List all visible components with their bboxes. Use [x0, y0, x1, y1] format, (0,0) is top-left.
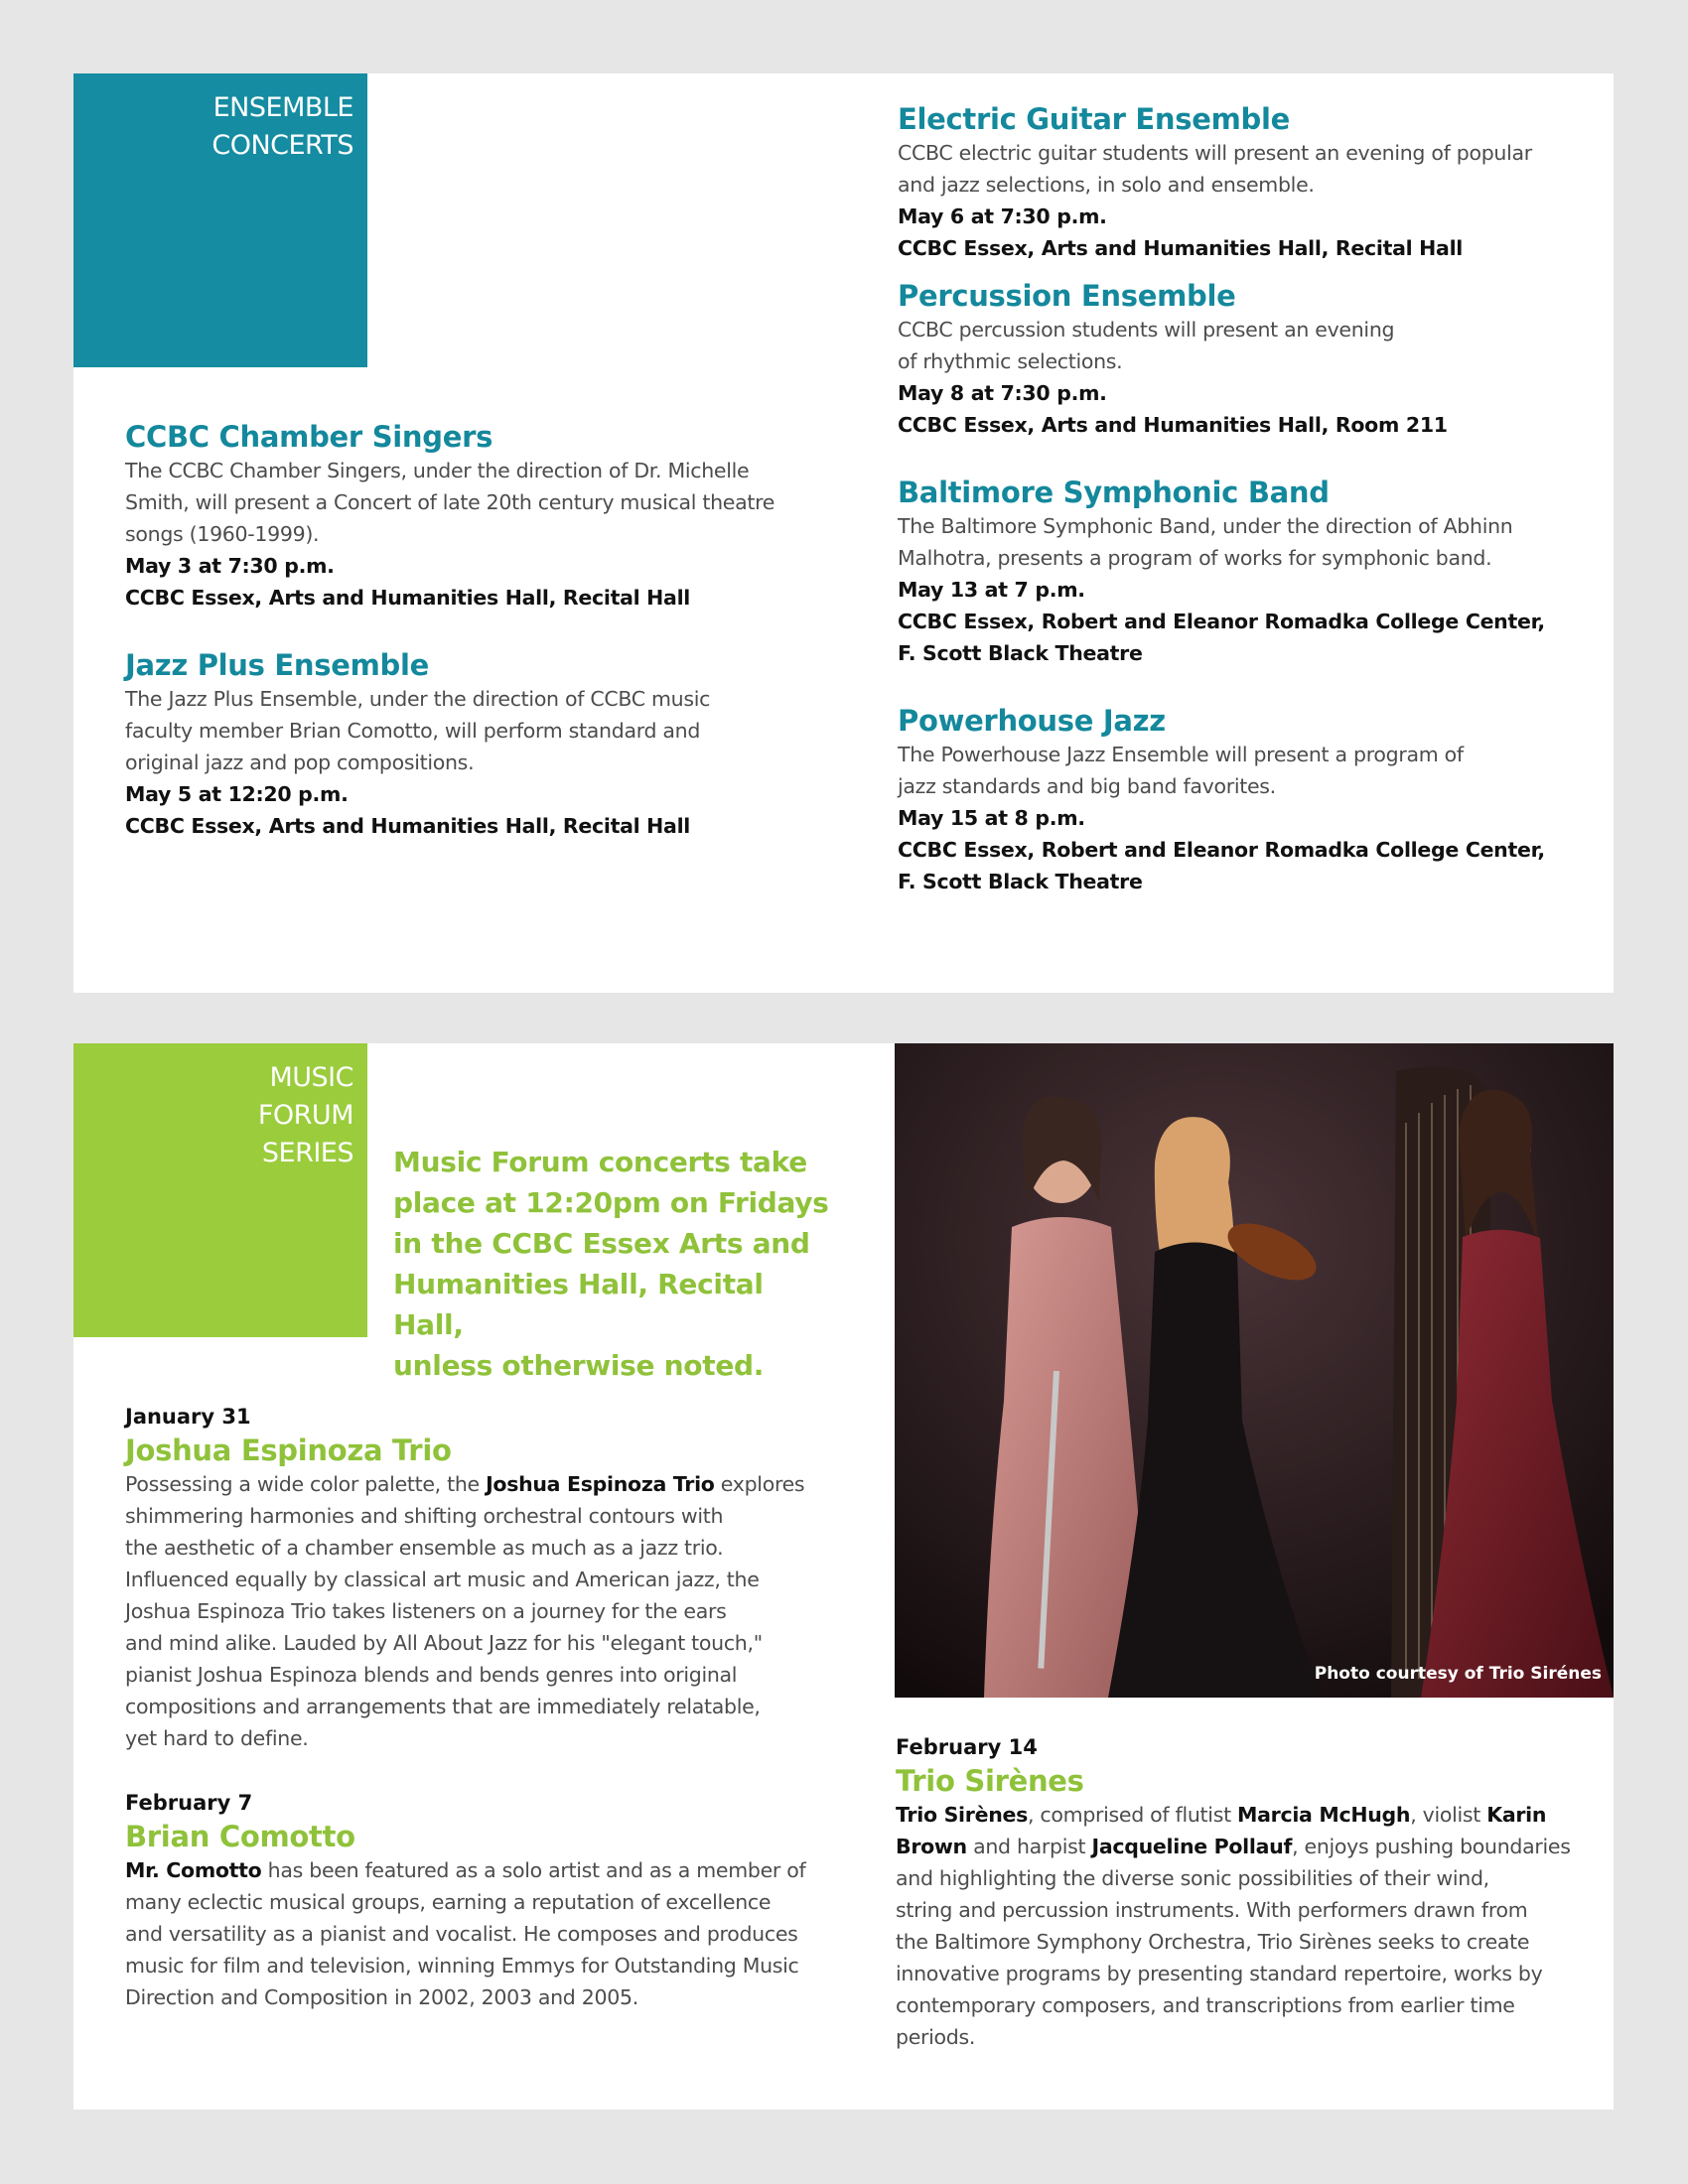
event-location: CCBC Essex, Robert and Eleanor Romadka College Center,: [898, 838, 1545, 862]
event-location: F. Scott Black Theatre: [898, 641, 1143, 665]
event-description-line: Smith, will present a Concert of late 20th century musical theatre: [125, 490, 775, 514]
text-run: many eclectic musical groups, earning a reputation of excellence: [125, 1890, 772, 1914]
event-description-line: [896, 1862, 1591, 1894]
event-description-line: and jazz selections, in solo and ensemble.: [898, 173, 1315, 197]
text-run: contemporary composers, and transcriptions from earlier time: [896, 1993, 1515, 2017]
intro-line: unless otherwise noted.: [393, 1349, 765, 1382]
event-description-line: CCBC electric guitar students will present an evening of popular: [898, 141, 1532, 165]
text-run: compositions and arrangements that are immediately relatable,: [125, 1695, 761, 1718]
forum-event-trio-sirenes: [896, 1731, 1591, 2053]
event-location: CCBC Essex, Arts and Humanities Hall, Recital Hall: [898, 236, 1464, 260]
intro-line: place at 12:20pm on Fridays: [393, 1186, 829, 1219]
event-title: Percussion Ensemble: [898, 279, 1236, 313]
event-date: May 5 at 12:20 p.m.: [125, 782, 349, 806]
event-description-line: [125, 1500, 850, 1532]
text-run: pianist Joshua Espinoza blends and bends genres into original: [125, 1663, 738, 1687]
text-run: the aesthetic of a chamber ensemble as much as a jazz trio.: [125, 1536, 724, 1560]
event-description-line: [125, 1854, 850, 1886]
event-percussion: [898, 278, 1593, 441]
text-run: has been featured as a solo artist and as a member of: [261, 1858, 806, 1882]
bold-name: Joshua Espinoza Trio: [486, 1472, 715, 1496]
event-description-line: [125, 1564, 850, 1595]
intro-line: in the CCBC Essex Arts and: [393, 1227, 810, 1260]
event-description-line: [896, 2021, 1591, 2053]
event-date: February 7: [125, 1791, 253, 1815]
event-description-line: The Powerhouse Jazz Ensemble will present a program of: [898, 743, 1464, 766]
badge-line: MUSIC: [269, 1062, 353, 1093]
event-description-line: [125, 1627, 850, 1659]
event-location: F. Scott Black Theatre: [898, 870, 1143, 893]
event-jazz-plus: [125, 647, 840, 842]
event-description: [125, 1468, 850, 1754]
event-description-line: of rhythmic selections.: [898, 349, 1123, 373]
bold-name: Trio Sirènes: [896, 1803, 1028, 1827]
bold-name: Marcia McHugh: [1237, 1803, 1411, 1827]
intro-line: Music Forum concerts take: [393, 1146, 807, 1178]
event-description-line: [125, 1981, 850, 2013]
event-title: Electric Guitar Ensemble: [898, 102, 1290, 136]
event-title: Trio Sirènes: [896, 1764, 1084, 1798]
event-date: May 15 at 8 p.m.: [898, 806, 1085, 830]
text-run: yet hard to define.: [125, 1726, 309, 1750]
event-description-line: songs (1960-1999).: [125, 522, 320, 546]
event-chamber-singers: [125, 419, 840, 614]
forum-event-comotto: [125, 1787, 850, 2013]
event-description: [896, 1799, 1591, 2053]
event-date: May 6 at 7:30 p.m.: [898, 205, 1107, 228]
intro-line: Humanities Hall, Recital Hall,: [393, 1268, 764, 1341]
event-description-line: [896, 1926, 1591, 1958]
text-run: the Baltimore Symphony Orchestra, Trio Sirènes seeks to create: [896, 1930, 1530, 1954]
event-description-line: jazz standards and big band favorites.: [898, 774, 1276, 798]
event-description-line: [125, 1691, 850, 1722]
music-forum-badge: [73, 1043, 367, 1337]
text-run: , comprised of flutist: [1028, 1803, 1238, 1827]
event-description-line: original jazz and pop compositions.: [125, 751, 475, 774]
event-description-line: [125, 1532, 850, 1564]
event-electric-guitar: [898, 101, 1593, 264]
event-title: Baltimore Symphonic Band: [898, 476, 1330, 509]
event-description-line: [896, 1894, 1591, 1926]
event-title: CCBC Chamber Singers: [125, 420, 493, 454]
trio-photo: [895, 1043, 1614, 1698]
event-description-line: [896, 1989, 1591, 2021]
event-description-line: faculty member Brian Comotto, will perform standard and: [125, 719, 701, 743]
event-description-line: The Jazz Plus Ensemble, under the direction of CCBC music: [125, 687, 711, 711]
text-run: Influenced equally by classical art music and American jazz, the: [125, 1568, 760, 1591]
event-location: CCBC Essex, Arts and Humanities Hall, Room 211: [898, 413, 1448, 437]
text-run: string and percussion instruments. With performers drawn from: [896, 1898, 1528, 1922]
event-date: May 8 at 7:30 p.m.: [898, 381, 1107, 405]
event-description-line: [896, 1799, 1591, 1831]
text-run: shimmering harmonies and shifting orchestral contours with: [125, 1504, 724, 1528]
trio-photo-illustration: [895, 1043, 1614, 1698]
event-location: CCBC Essex, Arts and Humanities Hall, Recital Hall: [125, 814, 691, 838]
event-date: January 31: [125, 1405, 251, 1429]
text-run: innovative programs by presenting standard repertoire, works by: [896, 1962, 1543, 1985]
event-title: Brian Comotto: [125, 1820, 355, 1853]
music-forum-card: [73, 1043, 1614, 2110]
event-description-line: Malhotra, presents a program of works for symphonic band.: [898, 546, 1492, 570]
text-run: Direction and Composition in 2002, 2003 and 2005.: [125, 1985, 638, 2009]
text-run: and highlighting the diverse sonic possibilities of their wind,: [896, 1866, 1489, 1890]
text-run: Possessing a wide color palette, the: [125, 1472, 487, 1496]
badge-line: ENSEMBLE: [212, 92, 353, 123]
text-run: and mind alike. Lauded by All About Jazz for his "elegant touch,": [125, 1631, 763, 1655]
text-run: , enjoys pushing boundaries: [1292, 1835, 1571, 1858]
event-description-line: The Baltimore Symphonic Band, under the direction of Abhinn: [898, 514, 1513, 538]
forum-intro: [393, 1142, 830, 1386]
bold-name: Karin: [1486, 1803, 1547, 1827]
text-run: periods.: [896, 2025, 976, 2049]
text-run: and harpist: [966, 1835, 1092, 1858]
text-run: , violist: [1410, 1803, 1487, 1827]
ensemble-concerts-badge: [73, 73, 367, 367]
event-title: Powerhouse Jazz: [898, 704, 1166, 738]
event-description: [125, 1854, 850, 2013]
event-date: May 3 at 7:30 p.m.: [125, 554, 335, 578]
event-description-line: [125, 1886, 850, 1918]
event-powerhouse-jazz: [898, 703, 1593, 897]
badge-line: SERIES: [261, 1138, 353, 1168]
event-description-line: [125, 1659, 850, 1691]
badge-line: FORUM: [257, 1100, 353, 1131]
event-title: Jazz Plus Ensemble: [125, 648, 429, 682]
text-run: explores: [714, 1472, 805, 1496]
text-run: music for film and television, winning Emmys for Outstanding Music: [125, 1954, 799, 1978]
event-location: CCBC Essex, Robert and Eleanor Romadka College Center,: [898, 610, 1545, 633]
badge-line: CONCERTS: [211, 130, 353, 161]
event-date: February 14: [896, 1735, 1038, 1759]
event-description-line: [896, 1831, 1591, 1862]
event-location: CCBC Essex, Arts and Humanities Hall, Recital Hall: [125, 586, 691, 610]
event-description-line: The CCBC Chamber Singers, under the direction of Dr. Michelle: [125, 459, 750, 482]
event-title: Joshua Espinoza Trio: [125, 1433, 452, 1467]
event-date: May 13 at 7 p.m.: [898, 578, 1085, 602]
text-run: Joshua Espinoza Trio takes listeners on a journey for the ears: [125, 1599, 727, 1623]
event-description-line: [896, 1958, 1591, 1989]
event-description-line: [125, 1950, 850, 1981]
event-symphonic-band: [898, 475, 1593, 669]
event-description-line: [125, 1595, 850, 1627]
forum-event-espinoza: [125, 1401, 850, 1754]
event-description-line: [125, 1722, 850, 1754]
text-run: and versatility as a pianist and vocalist. He composes and produces: [125, 1922, 798, 1946]
event-description-line: CCBC percussion students will present an evening: [898, 318, 1395, 341]
ensemble-concerts-card: [73, 73, 1614, 993]
bold-name: Brown: [896, 1835, 967, 1858]
photo-credit: Photo courtesy of Trio Sirénes: [1314, 1664, 1602, 1684]
event-description-line: [125, 1918, 850, 1950]
event-description-line: [125, 1468, 850, 1500]
bold-name: Mr. Comotto: [125, 1858, 262, 1882]
bold-name: Jacqueline Pollauf: [1091, 1835, 1293, 1858]
